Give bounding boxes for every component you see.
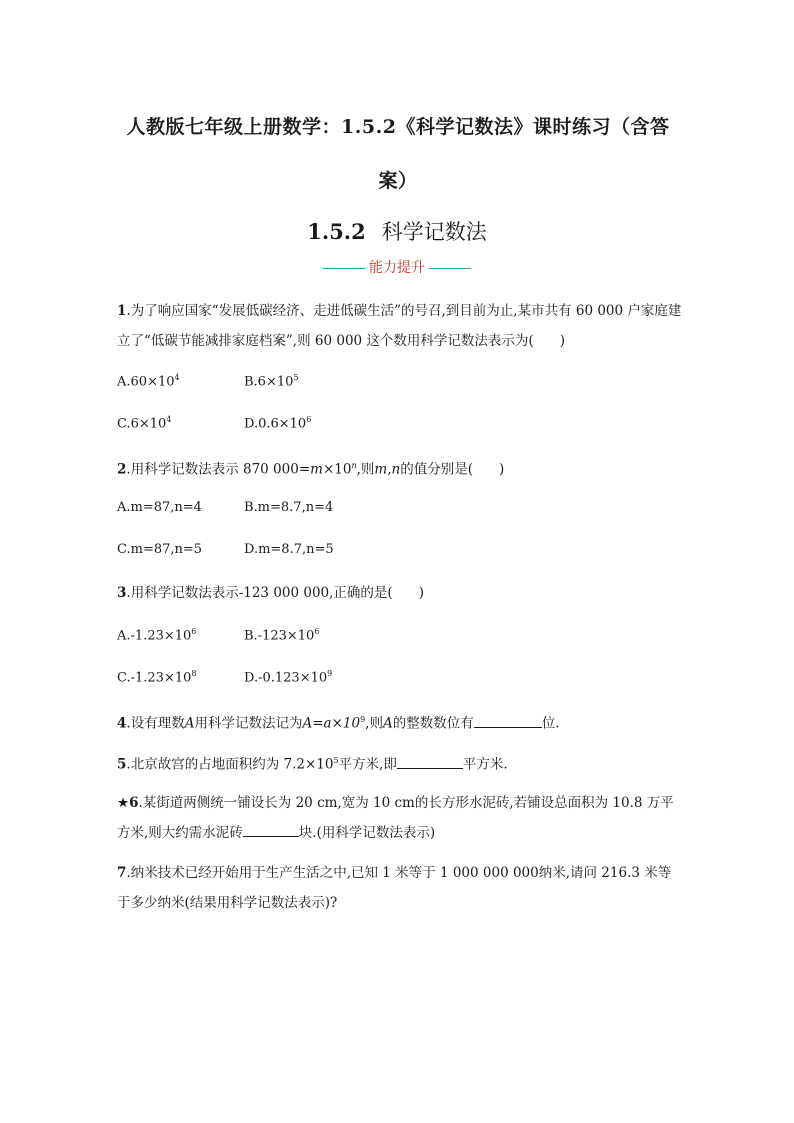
question-number: 5 [117, 756, 127, 773]
question-6: ★6.某街道两侧统一铺设长为 20 cm,宽为 10 cm的长方形水泥砖,若铺设总面积为 10.8 万平方米,则大约需水泥砖 块.(用科学记数法表示) [117, 795, 674, 841]
question-number: 4 [117, 715, 127, 732]
answer-blank[interactable] [397, 754, 463, 769]
sub-heading [0, 257, 794, 277]
divider-left [323, 268, 365, 269]
option-d: $D.-0.123\times 10^9$ [244, 669, 333, 686]
option-a: $A.-1.23\times 10^6$ [117, 627, 197, 644]
option-c: C.m=87,n=5 [117, 542, 203, 557]
document-title: 人教版七年级上册数学：1.5.2《科学记数法》课时练习（含答案） [126, 116, 670, 192]
option-b: $B.6\times 10^5$ [244, 373, 299, 390]
section-name: 科学记数法 [381, 220, 487, 244]
question-number: 3 [117, 585, 127, 601]
close-paren: ) [559, 333, 565, 349]
answer-blank[interactable] [243, 822, 299, 837]
section-title [0, 216, 794, 246]
question-number: 1 [117, 303, 127, 319]
question-1 [117, 296, 682, 356]
question-7: 7.纳米技术已经开始用于生产生活之中,已知 1 米等于 1 000 000 000纳米,请问 216.3 米等于多少纳米(结果用科学记数法表示)? [117, 865, 672, 911]
question-5: 5.北京故宫的占地面积约为 $7.2\times 10^5$平方米,即 平方米. [117, 746, 682, 780]
option-b: B.m=8.7,n=4 [244, 500, 334, 515]
option-b: $B.-123\times 10^6$ [244, 627, 320, 644]
star-icon: ★ [117, 795, 130, 811]
option-d: D.m=8.7,n=5 [244, 542, 334, 557]
section-number: 1.5.2 [307, 219, 366, 244]
option-a: $A.60\times 10^4$ [117, 373, 180, 390]
question-number: 6 [129, 795, 139, 811]
option-a: A.m=87,n=4 [117, 500, 202, 515]
question-text: .为了响应国家“发展低碳经济、走进低碳生活”的号召,到目前为止,某市共有 60 000 户家庭建立了“低碳节能减排家庭档案”,则 60 000 这个数用科学记数法表示为( [117, 303, 682, 349]
divider-right [429, 268, 471, 269]
sub-heading-label: 能力提升 [369, 260, 425, 276]
question-4: 4.设有理数A用科学记数法记为$A=a\times 10^9$,则A的整数数位有 位. [117, 705, 682, 739]
option-d: $D.0.6\times 10^6$ [244, 415, 312, 432]
question-number: 2 [117, 461, 127, 478]
option-c: $C.-1.23\times 10^8$ [117, 669, 197, 686]
option-c: $C.6\times 10^4$ [117, 415, 172, 432]
answer-blank[interactable] [474, 713, 542, 728]
question-3: 3.用科学记数法表示-123 000 000,正确的是( ) [117, 585, 424, 601]
question-number: 7 [117, 865, 127, 881]
question-2: 2.用科学记数法表示 870 $000=m\times 10^n$,则m,n的值分别是( ) [117, 461, 505, 478]
